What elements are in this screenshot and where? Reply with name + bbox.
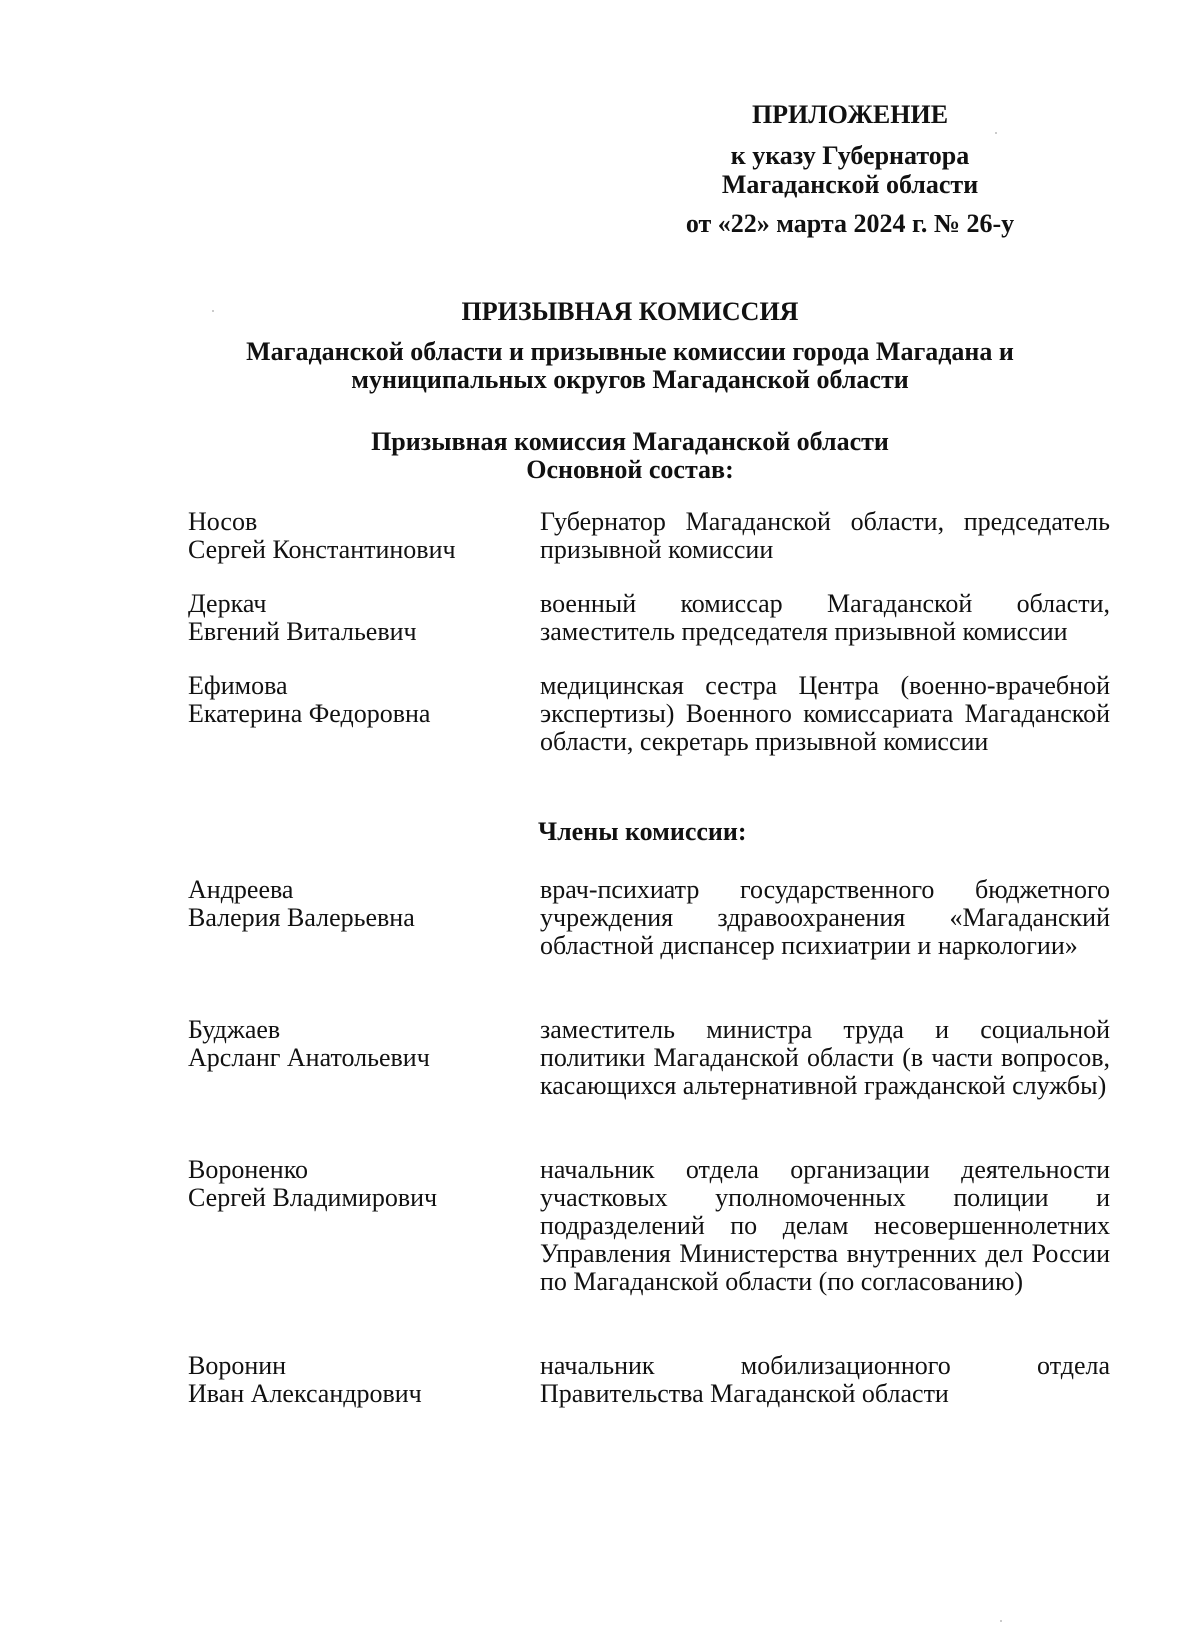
- member-surname: Деркач: [188, 589, 267, 618]
- scan-speck: [212, 310, 214, 312]
- member-name: [188, 876, 518, 932]
- member-role: начальник мобилизационного отдела Правительства Магаданской области: [540, 1351, 1110, 1408]
- member-name: [188, 1016, 518, 1072]
- member-given-name: Валерия Валерьевна: [188, 903, 415, 932]
- member-role: медицинская сестра Центра (военно-врачебной экспертизы) Военного комиссариата Магаданской области, секретарь призывной комиссии: [540, 671, 1110, 756]
- section-title: [150, 428, 1110, 484]
- appendix-title: ПРИЛОЖЕНИЕ: [751, 100, 949, 129]
- member-given-name: Сергей Владимирович: [188, 1183, 438, 1212]
- subtitle-line-1: Магаданской области и призывные комиссии города Магадана и: [246, 337, 1014, 366]
- member-role: заместитель министра труда и социальной политики Магаданской области (в части вопросов, касающихся альтернативной гражданской службы): [540, 1015, 1110, 1100]
- members-label: Члены комиссии:: [538, 817, 747, 846]
- member-role: военный комиссар Магаданской области, заместитель председателя призывной комиссии: [540, 589, 1110, 646]
- member-surname: Буджаев: [188, 1015, 281, 1044]
- member-surname: Андреева: [188, 875, 294, 904]
- subtitle-line-2: муниципальных округов Магаданской области: [351, 365, 909, 394]
- member-role: начальник отдела организации деятельности участковых уполномоченных полиции и подразделений по делам несовершеннолетних Управления Министерства внутренних дел России по Магаданской области (по согласованию): [540, 1155, 1110, 1296]
- main-title: ПРИЗЫВНАЯ КОМИССИЯ: [461, 297, 799, 326]
- member-role: врач-психиатр государственного бюджетного учреждения здравоохранения «Магаданский областной диспансер психиатрии и наркологии»: [540, 875, 1110, 960]
- member-given-name: Екатерина Федоровна: [188, 699, 431, 728]
- member-role: Губернатор Магаданской области, председатель призывной комиссии: [540, 507, 1110, 564]
- member-surname: Воронин: [188, 1351, 287, 1380]
- appendix-date: от «22» марта 2024 г. № 26-у: [685, 209, 1015, 238]
- member-given-name: Сергей Константинович: [188, 535, 456, 564]
- member-surname: Ефимова: [188, 671, 288, 700]
- scan-speck: [995, 132, 997, 134]
- scan-speck: [1000, 1620, 1002, 1622]
- member-name: [188, 590, 518, 646]
- member-name: [188, 1156, 518, 1212]
- appendix-line-2: Магаданской области: [721, 170, 979, 199]
- member-given-name: Иван Александрович: [188, 1379, 422, 1408]
- member-name: [188, 508, 518, 564]
- appendix-block: [640, 100, 1060, 238]
- member-surname: Носов: [188, 507, 258, 536]
- appendix-line-1: к указу Губернатора: [730, 141, 970, 170]
- member-name: [188, 1352, 518, 1408]
- member-given-name: Евгений Витальевич: [188, 617, 417, 646]
- member-given-name: Арсланг Анатольевич: [188, 1043, 430, 1072]
- member-name: [188, 672, 518, 728]
- subtitle: [150, 338, 1110, 394]
- member-surname: Вороненко: [188, 1155, 309, 1184]
- section-title-line-1: Призывная комиссия Магаданской области: [371, 427, 889, 456]
- section-title-line-2: Основной состав:: [526, 455, 734, 484]
